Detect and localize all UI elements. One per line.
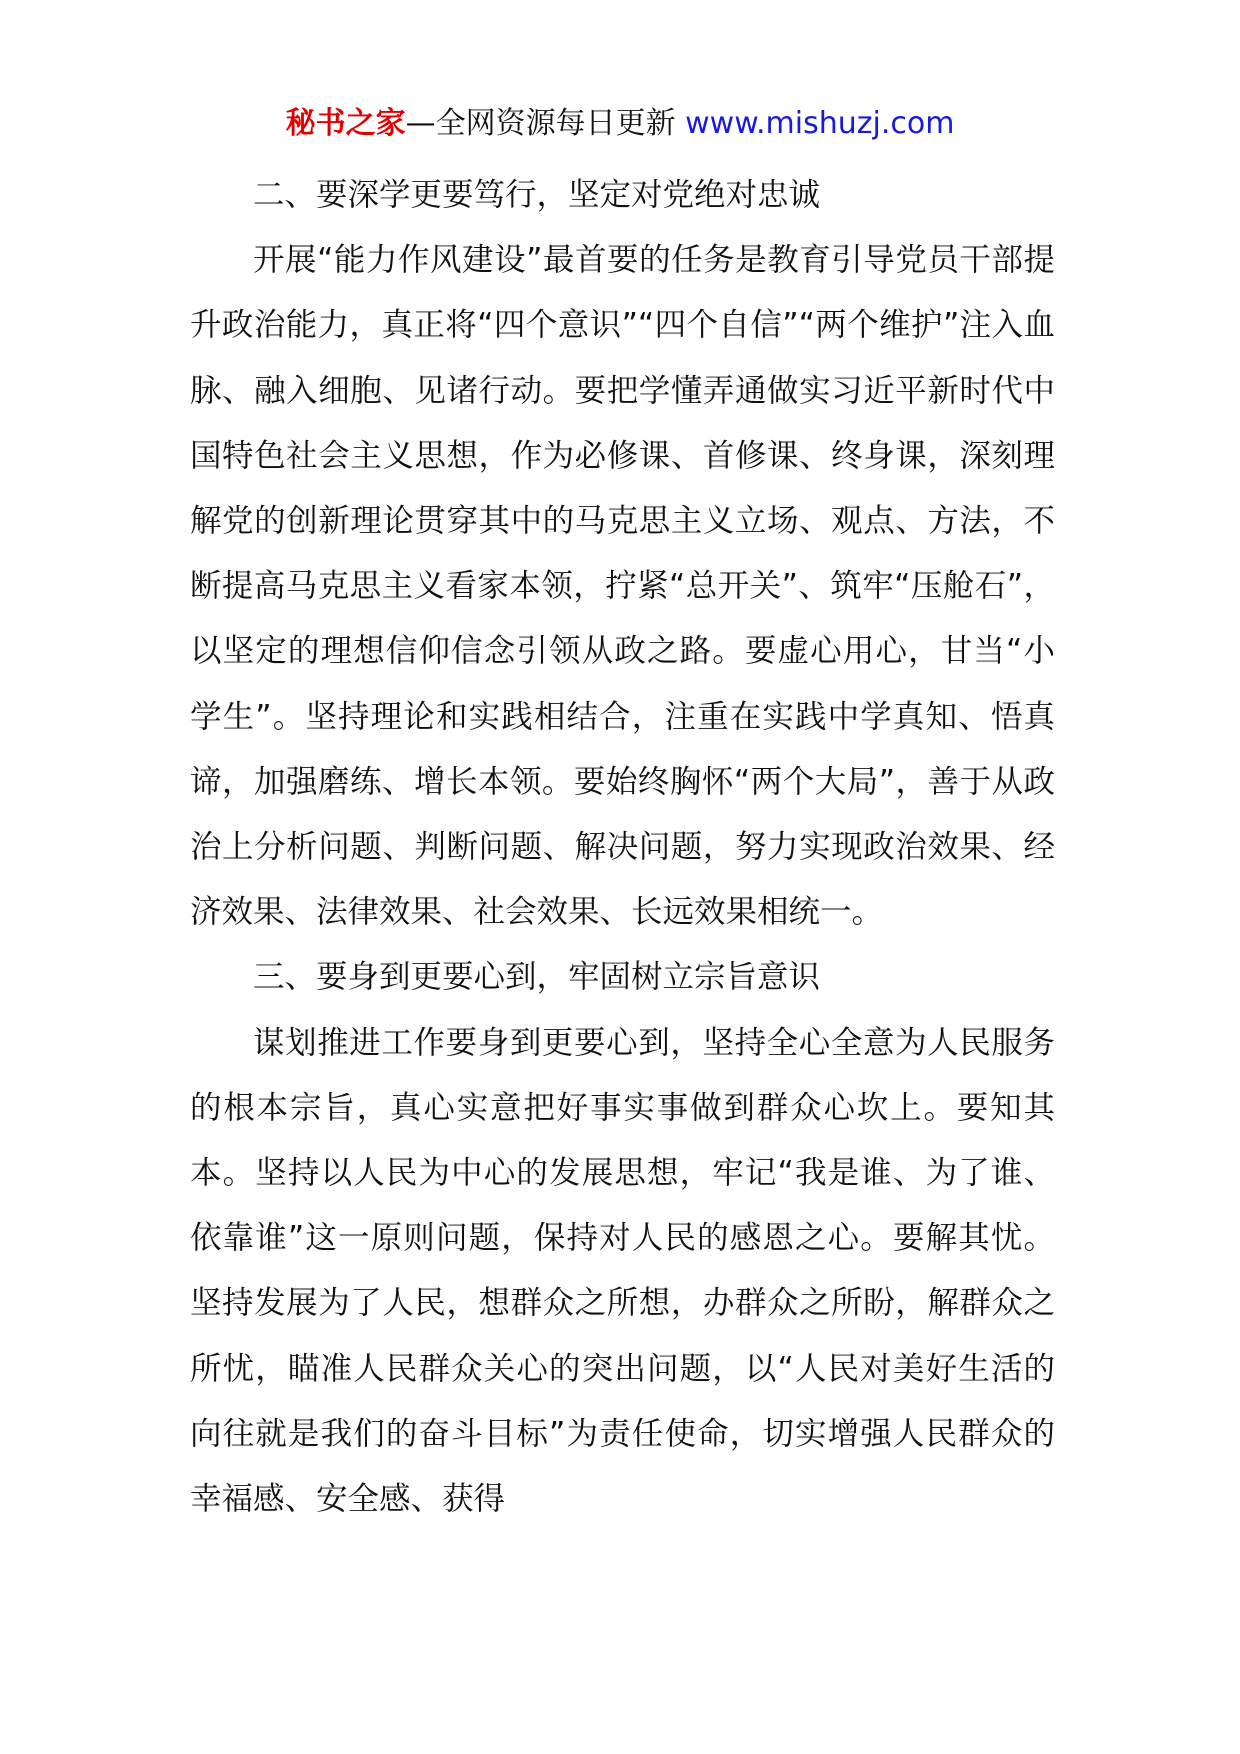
section-paragraph-3: 谋划推进工作要身到更要心到，坚持全心全意为人民服务的根本宗旨，真心实意把好事实事做到群众心坎上。要知其本。坚持以人民为中心的发展思想，牢记“我是谁、为了谁、依靠谁”这一原则问题，保持对人民的感恩之心。要解其忧。坚持发展为了人民，想群众之所想，办群众之所盼，解群众之所忧，瞄准人民群众关心的突出问题，以“人民对美好生活的向往就是我们的奋斗目标”为责任使命，切实增强人民群众的幸福感、安全感、获得 [190, 1024, 1055, 1518]
section-heading-3: 三、要身到更要心到，牢固树立宗旨意识 [253, 959, 821, 996]
header-tagline: —全网资源每日更新 [405, 106, 676, 141]
section-heading-2: 二、要深学更要笃行，坚定对党绝对忠诚 [253, 177, 821, 213]
website-url[interactable]: www.mishuzj.com [685, 106, 955, 141]
document-body [190, 163, 1055, 1532]
document-header [0, 100, 1240, 148]
section-paragraph-2: 开展“能力作风建设”最首要的任务是教育引导党员干部提升政治能力，真正将“四个意识”“四个自信”“两个维护”注入血脉、融入细胞、见诸行动。要把学懂弄通做实习近平新时代中国特色社会主义思想，作为必修课、首修课、终身课，深刻理解党的创新理论贯穿其中的马克思主义立场、观点、方法，不断提高马克思主义看家本领，拧紧“总开关”、筑牢“压舱石”，以坚定的理想信仰信念引领从政之路。要虚心用心，甘当“小学生”。坚持理论和实践相结合，注重在实践中学真知、悟真谛，加强磨练、增长本领。要始终胸怀“两个大局”，善于从政治上分析问题、判断问题、解决问题，努力实现政治效果、经济效果、法律效果、社会效果、长远效果相统一。 [190, 242, 1055, 931]
brand-name: 秘书之家 [285, 106, 406, 141]
